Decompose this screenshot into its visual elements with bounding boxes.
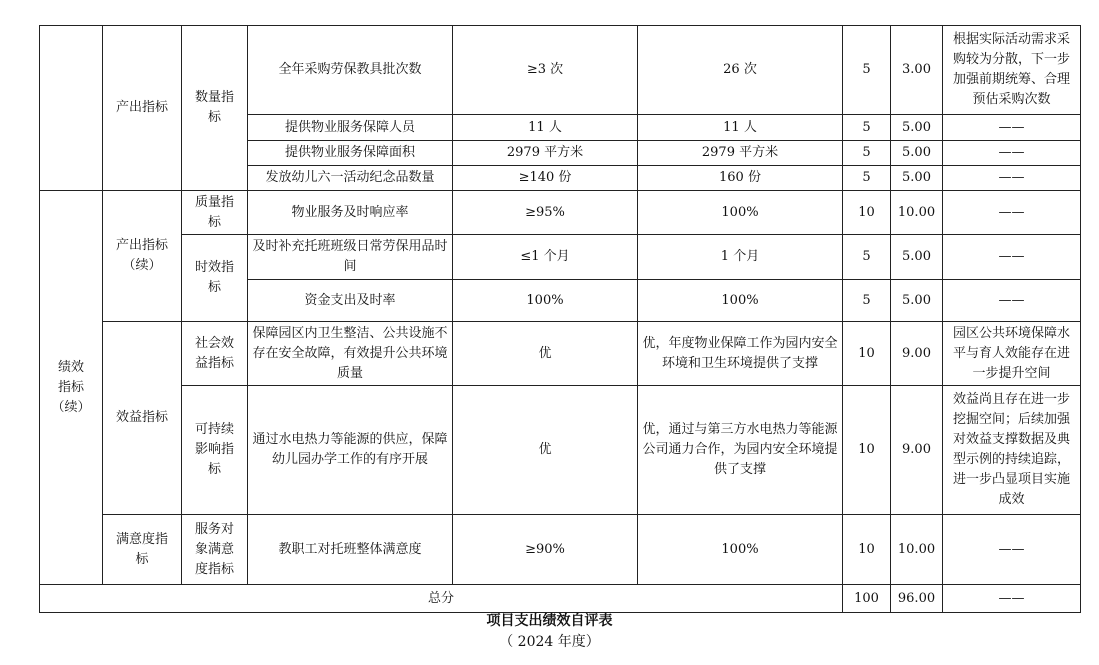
level1-output: 产出指标 [103,26,182,191]
item-cell: 发放幼儿六一活动纪念品数量 [248,166,453,191]
target-cell: 100% [453,280,638,322]
score-cell: 5.00 [891,166,943,191]
note-cell: —— [943,235,1081,280]
level2-timeliness: 时效指 标 [182,235,248,322]
note-cell: 根据实际活动需求采购较为分散，下一步加强前期统筹、合理预估采购次数 [943,26,1081,115]
item-cell: 提供物业服务保障人员 [248,115,453,141]
item-cell: 提供物业服务保障面积 [248,141,453,166]
weight-cell: 5 [843,235,891,280]
actual-cell: 优，年度物业保障工作为园内安全环境和卫生环境提供了支撑 [638,322,843,386]
note-cell: —— [943,141,1081,166]
item-cell: 物业服务及时响应率 [248,191,453,235]
score-cell: 5.00 [891,141,943,166]
item-cell: 全年采购劳保教具批次数 [248,26,453,115]
actual-cell: 2979 平方米 [638,141,843,166]
total-weight: 100 [843,585,891,613]
level2-quality: 质量指 标 [182,191,248,235]
actual-cell: 160 份 [638,166,843,191]
score-cell: 5.00 [891,280,943,322]
score-cell: 3.00 [891,26,943,115]
item-cell: 通过水电热力等能源的供应，保障幼儿园办学工作的有序开展 [248,386,453,515]
level1-benefit: 效益指标 [103,322,182,515]
note-cell: —— [943,191,1081,235]
score-cell: 10.00 [891,515,943,585]
target-cell: 2979 平方米 [453,141,638,166]
actual-cell: 优，通过与第三方水电热力等能源公司通力合作，为园内安全环境提供了支撑 [638,386,843,515]
weight-cell: 10 [843,322,891,386]
weight-cell: 5 [843,115,891,141]
weight-cell: 5 [843,166,891,191]
actual-cell: 100% [638,191,843,235]
level2-social: 社会效 益指标 [182,322,248,386]
target-cell: ≤1 个月 [453,235,638,280]
item-cell: 保障园区内卫生整洁、公共设施不存在安全故障，有效提升公共环境质量 [248,322,453,386]
target-cell: ≥95% [453,191,638,235]
weight-cell: 10 [843,386,891,515]
note-cell: 效益尚且存在进一步挖掘空间；后续加强对效益支撑数据及典型示例的持续追踪，进一步凸显项目实施成效 [943,386,1081,515]
table-row [40,191,1081,235]
level1-satisfaction: 满意度指 标 [103,515,182,585]
target-cell: ≥3 次 [453,26,638,115]
note-cell: —— [943,515,1081,585]
note-cell: —— [943,115,1081,141]
actual-cell: 11 人 [638,115,843,141]
score-cell: 5.00 [891,115,943,141]
actual-cell: 1 个月 [638,235,843,280]
form-title: 项目支出绩效自评表 [486,613,613,629]
actual-cell: 100% [638,280,843,322]
form-year: （ 2024 年度） [499,634,600,650]
target-cell: 优 [453,322,638,386]
total-score: 96.00 [891,585,943,613]
note-cell: —— [943,280,1081,322]
level2-quantity: 数量指 标 [182,26,248,191]
weight-cell: 5 [843,141,891,166]
score-cell: 5.00 [891,235,943,280]
score-cell: 10.00 [891,191,943,235]
actual-cell: 100% [638,515,843,585]
level1-output-cont: 产出指标 （续） [103,191,182,322]
item-cell: 及时补充托班班级日常劳保用品时间 [248,235,453,280]
table-row [40,515,1081,585]
level0-performance: 绩效 指标 （续） [40,191,103,585]
weight-cell: 10 [843,515,891,585]
level2-service-satisfaction: 服务对 象满意 度指标 [182,515,248,585]
weight-cell: 10 [843,191,891,235]
blank-cell [40,26,103,191]
total-label: 总分 [40,585,843,613]
score-cell: 9.00 [891,322,943,386]
actual-cell: 26 次 [638,26,843,115]
weight-cell: 5 [843,280,891,322]
note-cell: 园区公共环境保障水平与育人效能存在进一步提升空间 [943,322,1081,386]
table-row [40,386,1081,515]
target-cell: ≥140 份 [453,166,638,191]
score-cell: 9.00 [891,386,943,515]
target-cell: 优 [453,386,638,515]
performance-table [39,25,1081,613]
target-cell: ≥90% [453,515,638,585]
table-row [40,322,1081,386]
target-cell: 11 人 [453,115,638,141]
weight-cell: 5 [843,26,891,115]
item-cell: 资金支出及时率 [248,280,453,322]
table-row [40,235,1081,280]
table-row [40,26,1081,115]
item-cell: 教职工对托班整体满意度 [248,515,453,585]
total-row [40,585,1081,613]
note-cell: —— [943,166,1081,191]
level2-sustainable: 可持续 影响指 标 [182,386,248,515]
total-note: —— [943,585,1081,613]
